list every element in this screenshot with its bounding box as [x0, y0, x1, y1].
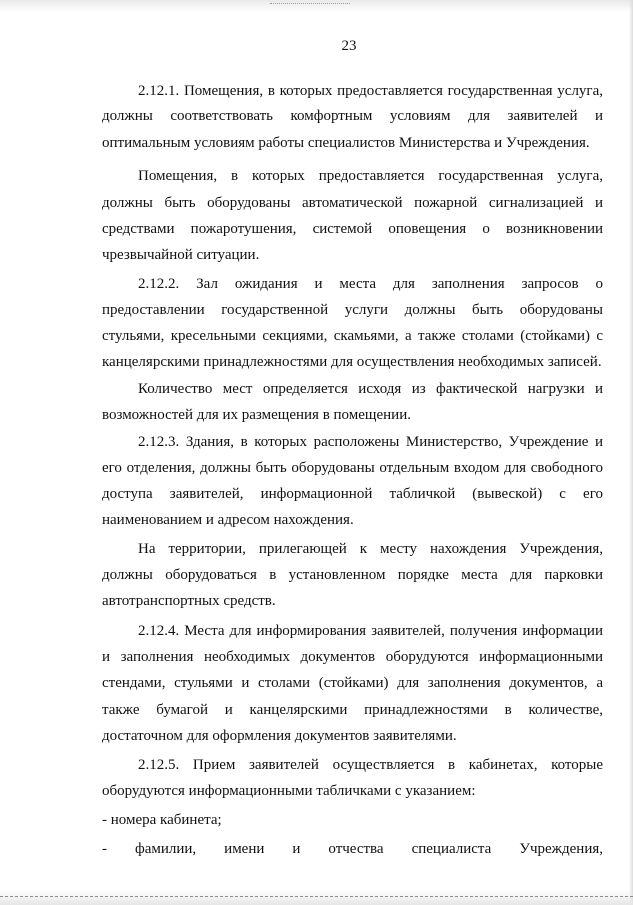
text-line: - номера кабинета;: [102, 812, 222, 828]
text-line: средствами пожаротушения, системой оповещения о возникновении: [102, 221, 603, 237]
text-line: наименованием и адресом нахождения.: [102, 512, 354, 528]
text-line: доступа заявителей, информационной табличкой (вывеской) с его: [102, 486, 603, 502]
page-number: 23: [341, 38, 357, 54]
text-line: стендами, стульями и столами (стойками) для заполнения документов, а: [102, 675, 603, 691]
scan-right-edge: [629, 0, 633, 905]
text-line: оптимальным условиям работы специалистов Министерства и Учреждения.: [102, 135, 590, 151]
text-line: стульями, кресельными секциями, скамьями, а также столами (стойками) с: [102, 328, 603, 344]
scan-top-shadow: [0, 0, 633, 12]
text-line: возможностей для их размещения в помещении.: [102, 407, 411, 423]
scan-bottom-artifact: [0, 896, 633, 897]
text-line: Помещения, в которых предоставляется государственная услуга,: [138, 168, 603, 184]
text-line: автотранспортных средств.: [102, 593, 276, 609]
text-line: канцелярскими принадлежностями для осуществления необходимых записей.: [102, 354, 602, 370]
text-line: 2.12.1. Помещения, в которых предоставляется государственная услуга,: [138, 83, 603, 99]
text-line: - фамилии, имени и отчества специалиста Учреждения,: [102, 841, 603, 857]
text-line: и заполнения необходимых документов оборудуются информационными: [102, 649, 603, 665]
text-line: его отделения, должны быть оборудованы отдельным входом для свободного: [102, 460, 603, 476]
text-line: оборудуются информационными табличками с указанием:: [102, 783, 476, 799]
text-line: Количество мест определяется исходя из фактической нагрузки и: [138, 381, 603, 397]
text-line: 2.12.5. Прием заявителей осуществляется в кабинетах, которые: [138, 757, 603, 773]
text-line: должны оборудоваться в установленном порядке места для парковки: [102, 567, 603, 583]
text-line: должны соответствовать комфортным условиям для заявителей и: [102, 108, 603, 124]
scan-bottom-shadow: [0, 890, 633, 905]
text-line: 2.12.3. Здания, в которых расположены Министерство, Учреждение и: [138, 434, 603, 450]
text-line: также бумагой и канцелярскими принадлежностями в количестве,: [102, 702, 603, 718]
text-line: должны быть оборудованы автоматической пожарной сигнализацией и: [102, 195, 603, 211]
scan-top-artifact: [270, 3, 350, 6]
text-line: 2.12.4. Места для информирования заявителей, получения информации: [138, 623, 603, 639]
text-line: предоставлении государственной услуги должны быть оборудованы: [102, 302, 603, 318]
text-line: 2.12.2. Зал ожидания и места для заполнения запросов о: [138, 276, 603, 292]
text-line: На территории, прилегающей к месту нахождения Учреждения,: [138, 541, 603, 557]
text-line: чрезвычайной ситуации.: [102, 247, 260, 263]
text-line: достаточном для оформления документов заявителями.: [102, 728, 457, 744]
